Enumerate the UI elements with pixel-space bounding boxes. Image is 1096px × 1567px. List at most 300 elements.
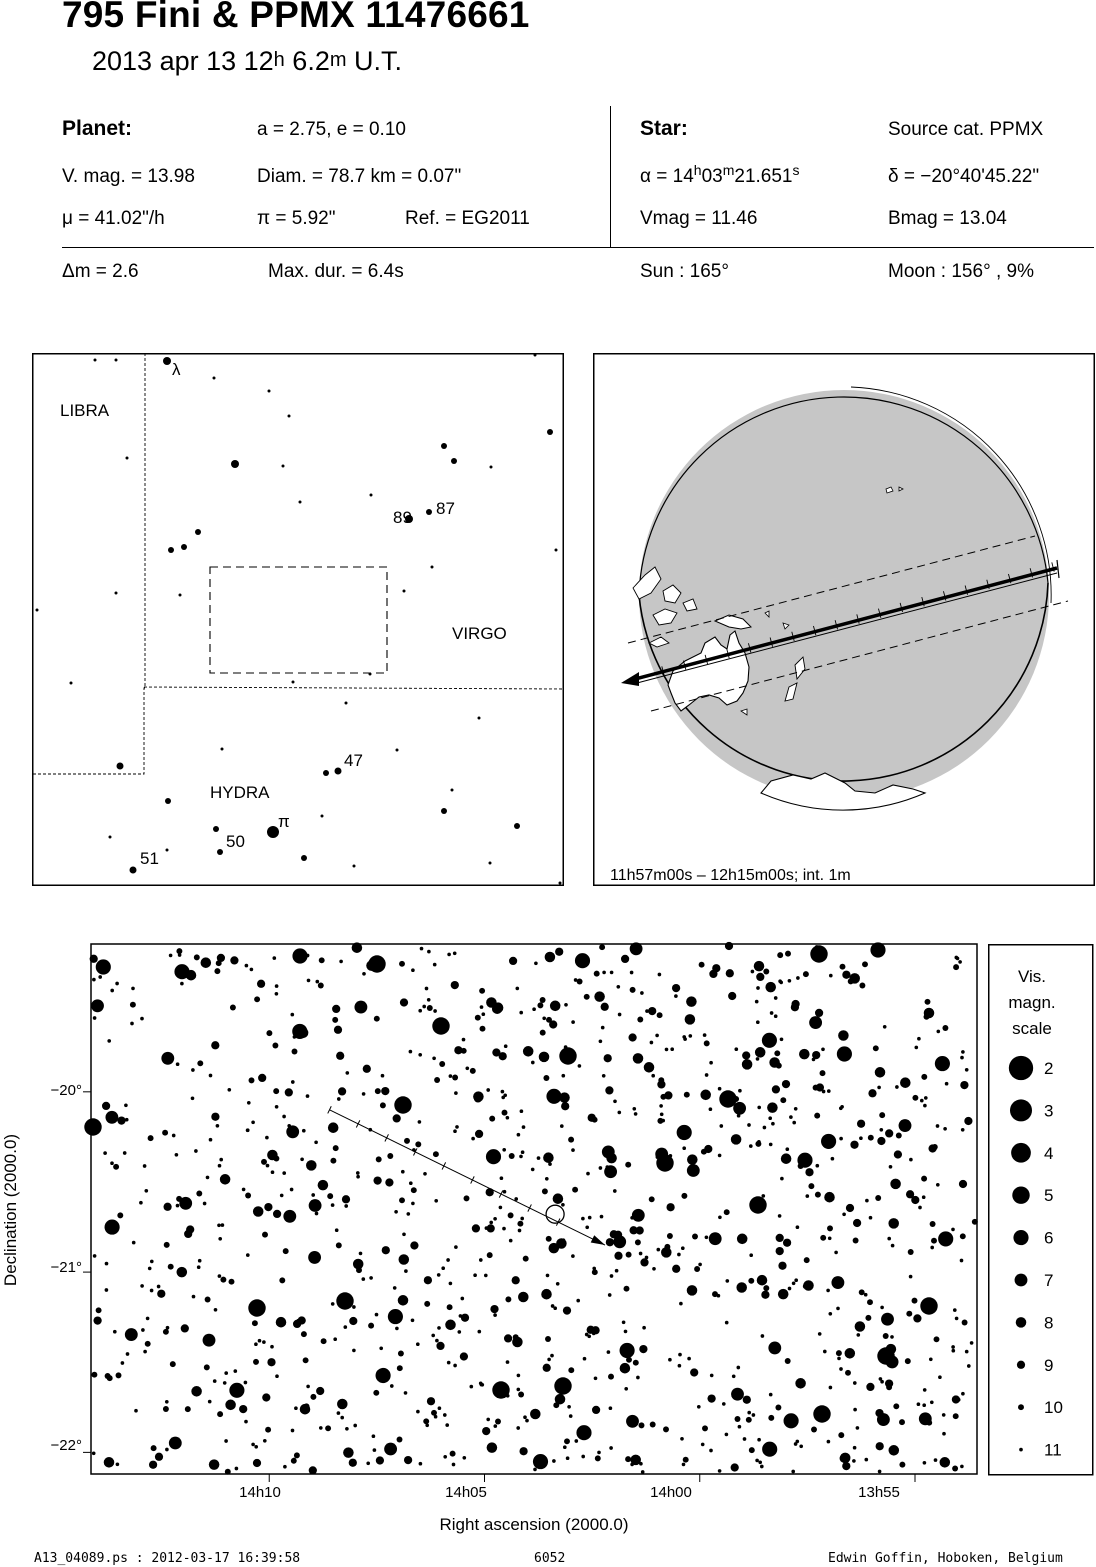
field-star bbox=[642, 1326, 646, 1330]
field-star bbox=[626, 1252, 632, 1258]
planet-mu: μ = 41.02"/h bbox=[62, 208, 165, 229]
field-star bbox=[639, 1462, 643, 1466]
field-star bbox=[198, 1259, 202, 1263]
field-star bbox=[110, 989, 114, 993]
field-star bbox=[853, 1238, 859, 1244]
field-star bbox=[879, 1128, 883, 1132]
field-star bbox=[670, 1047, 674, 1051]
field-star bbox=[840, 1453, 851, 1464]
field-star bbox=[303, 1357, 309, 1363]
field-star bbox=[737, 1234, 748, 1245]
bright-star bbox=[394, 1096, 411, 1113]
planet-heading: Planet: bbox=[62, 117, 133, 140]
field-star bbox=[275, 1374, 279, 1378]
bright-star bbox=[877, 1347, 894, 1364]
field-star bbox=[265, 1427, 271, 1433]
field-star bbox=[425, 1423, 429, 1427]
field-star bbox=[381, 1074, 385, 1078]
field-star bbox=[614, 1252, 622, 1260]
field-star bbox=[542, 1016, 546, 1020]
field-star bbox=[630, 1216, 634, 1220]
finder-star bbox=[451, 789, 454, 792]
field-star bbox=[899, 1419, 905, 1425]
field-star bbox=[576, 1299, 580, 1303]
field-star bbox=[486, 1149, 501, 1164]
field-star bbox=[385, 1178, 393, 1186]
field-star bbox=[965, 1350, 969, 1354]
field-star bbox=[337, 1097, 341, 1101]
legend-title-3: scale bbox=[1012, 1019, 1052, 1038]
field-star bbox=[134, 1409, 138, 1413]
field-star bbox=[877, 1086, 881, 1090]
field-star bbox=[951, 1345, 955, 1349]
field-star bbox=[677, 1125, 692, 1140]
field-star bbox=[261, 1159, 267, 1165]
finder-star bbox=[426, 509, 432, 515]
field-star bbox=[687, 1357, 691, 1361]
field-star bbox=[307, 979, 311, 983]
field-star bbox=[162, 1130, 168, 1136]
field-star bbox=[143, 1164, 147, 1168]
field-star bbox=[318, 983, 324, 989]
field-star bbox=[576, 1425, 591, 1440]
field-star bbox=[757, 1106, 761, 1110]
field-star bbox=[912, 1095, 918, 1101]
field-star bbox=[437, 1326, 441, 1330]
field-star bbox=[530, 1409, 541, 1420]
field-star bbox=[722, 1402, 726, 1406]
field-star bbox=[469, 1385, 473, 1389]
field-star bbox=[583, 1357, 587, 1361]
field-star bbox=[767, 1102, 778, 1113]
field-star bbox=[705, 1041, 709, 1045]
field-star bbox=[698, 1263, 702, 1267]
field-star bbox=[117, 1212, 123, 1218]
field-star bbox=[144, 1189, 148, 1193]
field-star bbox=[115, 982, 119, 986]
field-star bbox=[688, 1034, 692, 1038]
finder-star bbox=[451, 458, 457, 464]
field-star bbox=[774, 996, 778, 1000]
field-star bbox=[505, 1296, 511, 1302]
field-star bbox=[214, 1308, 218, 1312]
field-star bbox=[443, 1455, 447, 1459]
field-star bbox=[250, 968, 254, 972]
field-star bbox=[853, 1381, 857, 1385]
field-star bbox=[834, 1251, 838, 1255]
alpha-m-unit: m bbox=[722, 162, 735, 178]
field-star bbox=[290, 1013, 294, 1017]
field-star bbox=[575, 953, 590, 968]
field-star bbox=[749, 1253, 753, 1257]
field-star bbox=[747, 1411, 751, 1415]
field-star bbox=[267, 1358, 275, 1366]
field-star bbox=[349, 1317, 357, 1325]
field-star bbox=[105, 1111, 118, 1124]
field-star bbox=[418, 1053, 422, 1057]
field-star bbox=[890, 1179, 901, 1190]
finder-star bbox=[441, 443, 447, 449]
bright-star bbox=[84, 1118, 101, 1135]
field-star bbox=[325, 1425, 331, 1431]
field-star bbox=[850, 1141, 858, 1149]
field-star bbox=[789, 1115, 793, 1119]
field-star bbox=[409, 1050, 413, 1054]
field-star bbox=[311, 1193, 315, 1197]
field-star bbox=[449, 1282, 453, 1286]
alpha-minutes: 03 bbox=[701, 166, 723, 187]
field-star bbox=[639, 1422, 645, 1428]
field-star bbox=[445, 1320, 456, 1331]
field-star bbox=[893, 1403, 899, 1409]
field-star bbox=[769, 1143, 773, 1147]
finder-star bbox=[179, 594, 182, 597]
alpha-h-unit: h bbox=[693, 162, 702, 178]
field-star bbox=[561, 1203, 565, 1207]
field-star bbox=[599, 944, 605, 950]
date-minutes: 6.2 bbox=[284, 46, 330, 76]
field-star bbox=[191, 1386, 202, 1397]
field-star bbox=[617, 1111, 621, 1115]
event-maxdur: Max. dur. = 6.4s bbox=[268, 261, 404, 282]
field-star bbox=[960, 1465, 964, 1469]
field-star bbox=[710, 1374, 714, 1378]
field-star bbox=[609, 1446, 613, 1450]
field-star bbox=[564, 1003, 568, 1007]
field-star bbox=[853, 1219, 861, 1227]
field-star bbox=[262, 1393, 270, 1401]
field-star bbox=[169, 1437, 182, 1450]
field-star bbox=[712, 1291, 718, 1297]
field-star bbox=[330, 1158, 336, 1164]
field-star bbox=[571, 1254, 575, 1258]
field-star bbox=[546, 1236, 552, 1242]
field-star bbox=[785, 951, 791, 957]
legend-dot bbox=[1016, 1317, 1027, 1328]
field-star bbox=[423, 1172, 427, 1176]
field-star bbox=[686, 996, 697, 1007]
field-star bbox=[435, 1339, 439, 1343]
field-star bbox=[273, 1088, 279, 1094]
field-star bbox=[533, 1468, 537, 1472]
field-star bbox=[812, 1051, 820, 1059]
field-star bbox=[742, 1051, 750, 1059]
field-star bbox=[650, 1422, 656, 1428]
field-star bbox=[425, 987, 429, 991]
field-star bbox=[803, 971, 809, 977]
field-star bbox=[516, 1426, 520, 1430]
field-star bbox=[369, 1276, 373, 1280]
field-star bbox=[262, 1340, 266, 1344]
field-star bbox=[209, 1074, 213, 1078]
field-star bbox=[960, 1259, 964, 1263]
field-star bbox=[333, 1337, 337, 1341]
finder-chart bbox=[32, 353, 564, 886]
field-star bbox=[820, 1070, 826, 1076]
field-star bbox=[859, 983, 865, 989]
field-star bbox=[738, 1089, 742, 1093]
field-star bbox=[501, 1090, 505, 1094]
field-star bbox=[224, 1371, 228, 1375]
field-star bbox=[336, 1052, 344, 1060]
field-star bbox=[453, 951, 457, 955]
field-star bbox=[644, 1062, 655, 1073]
alpha-s-unit: s bbox=[792, 162, 800, 178]
legend-label: 3 bbox=[1044, 1101, 1054, 1121]
field-star bbox=[592, 1267, 596, 1271]
field-star bbox=[185, 1406, 191, 1412]
field-star bbox=[520, 1109, 524, 1113]
field-star bbox=[543, 1075, 549, 1081]
field-star bbox=[334, 1026, 342, 1034]
path-arrowhead bbox=[621, 672, 639, 686]
field-star bbox=[687, 1154, 698, 1165]
legend-dot bbox=[1018, 1404, 1024, 1410]
star-label-pi: π bbox=[278, 812, 290, 831]
legend-title-2: magn. bbox=[1008, 993, 1056, 1012]
finder-star bbox=[335, 768, 342, 775]
finder-star bbox=[403, 590, 406, 593]
field-star bbox=[270, 1345, 274, 1349]
field-star bbox=[564, 1438, 570, 1444]
field-star bbox=[251, 1120, 255, 1124]
finder-star bbox=[301, 855, 307, 861]
table-divider bbox=[610, 106, 611, 247]
field-star bbox=[502, 1148, 506, 1152]
field-star bbox=[839, 1137, 843, 1141]
field-star bbox=[864, 1293, 868, 1297]
field-star bbox=[718, 1154, 722, 1158]
field-star bbox=[116, 1372, 122, 1378]
field-star bbox=[840, 1105, 844, 1109]
field-star bbox=[180, 1272, 184, 1276]
field-star bbox=[163, 1203, 171, 1211]
field-star bbox=[821, 1134, 836, 1149]
field-star bbox=[180, 982, 184, 986]
field-star bbox=[818, 1332, 822, 1336]
field-star bbox=[938, 1231, 953, 1246]
field-star bbox=[91, 999, 104, 1012]
field-star bbox=[418, 1120, 422, 1124]
field-star bbox=[427, 998, 431, 1002]
field-star bbox=[792, 1121, 796, 1125]
field-star bbox=[756, 986, 760, 990]
field-star bbox=[821, 1047, 825, 1051]
field-star bbox=[502, 1110, 508, 1116]
finder-star bbox=[36, 609, 39, 612]
legend-dot bbox=[1012, 1186, 1029, 1203]
field-star bbox=[399, 961, 405, 967]
field-star bbox=[785, 1358, 791, 1364]
field-star bbox=[780, 1097, 786, 1103]
field-star bbox=[553, 1306, 557, 1310]
field-star bbox=[436, 1342, 444, 1350]
field-star bbox=[865, 1315, 871, 1321]
field-box bbox=[210, 567, 387, 673]
field-star bbox=[546, 1274, 550, 1278]
field-star bbox=[726, 969, 734, 977]
field-star bbox=[742, 1059, 753, 1070]
field-star bbox=[503, 1093, 507, 1097]
field-star bbox=[404, 1138, 410, 1144]
field-star bbox=[672, 984, 680, 992]
field-star bbox=[523, 1256, 529, 1262]
x-tick-label-1400: 14h00 bbox=[650, 1484, 692, 1501]
finder-star bbox=[431, 566, 434, 569]
field-star bbox=[480, 1026, 486, 1032]
field-star bbox=[387, 1153, 393, 1159]
field-star bbox=[553, 1193, 564, 1204]
field-star bbox=[208, 1400, 212, 1404]
field-star bbox=[415, 1141, 421, 1147]
finder-star bbox=[292, 681, 295, 684]
field-star bbox=[441, 1266, 445, 1270]
legend-dot bbox=[1017, 1361, 1025, 1369]
field-star bbox=[333, 1145, 339, 1151]
y-tick-label-22: −22° bbox=[50, 1437, 82, 1454]
field-star bbox=[707, 1394, 715, 1402]
field-star bbox=[953, 1308, 957, 1312]
field-star bbox=[373, 1176, 381, 1184]
field-star bbox=[961, 1128, 965, 1132]
field-star bbox=[272, 956, 276, 960]
field-star bbox=[218, 1164, 222, 1168]
field-star bbox=[450, 1451, 456, 1457]
field-star bbox=[718, 1087, 722, 1091]
field-star bbox=[940, 1457, 951, 1468]
field-star bbox=[605, 1165, 609, 1169]
field-star bbox=[431, 1410, 437, 1416]
field-star bbox=[266, 1030, 272, 1036]
field-star bbox=[287, 1124, 291, 1128]
finder-star bbox=[163, 357, 171, 365]
field-star bbox=[105, 1373, 111, 1379]
field-star bbox=[749, 1447, 755, 1453]
finder-star bbox=[126, 457, 129, 460]
field-star bbox=[349, 1459, 357, 1467]
field-star bbox=[601, 1026, 605, 1030]
field-star bbox=[98, 975, 102, 979]
field-star bbox=[961, 1392, 965, 1396]
field-star bbox=[332, 1005, 340, 1013]
field-star bbox=[878, 1470, 882, 1474]
field-star bbox=[621, 955, 629, 963]
field-star bbox=[107, 1039, 111, 1043]
field-star bbox=[338, 1087, 346, 1095]
field-star bbox=[191, 1096, 195, 1100]
field-star bbox=[815, 1164, 819, 1168]
field-star bbox=[908, 1249, 914, 1255]
field-star bbox=[701, 1149, 707, 1155]
field-star bbox=[321, 1338, 327, 1344]
field-star bbox=[309, 1199, 322, 1212]
finder-star bbox=[115, 592, 118, 595]
field-star bbox=[362, 1092, 366, 1096]
table-rule bbox=[62, 247, 1094, 248]
field-star bbox=[569, 1414, 573, 1418]
field-star bbox=[464, 1195, 470, 1201]
field-star bbox=[151, 1445, 157, 1451]
field-star bbox=[224, 1439, 228, 1443]
field-star bbox=[514, 1197, 518, 1201]
field-star bbox=[743, 1437, 747, 1441]
field-star bbox=[246, 1253, 250, 1257]
field-star bbox=[184, 1230, 192, 1238]
field-star bbox=[433, 1009, 437, 1013]
field-star bbox=[592, 1269, 598, 1275]
field-star bbox=[796, 1225, 800, 1229]
field-star bbox=[756, 1057, 760, 1061]
field-star bbox=[761, 1194, 765, 1198]
field-star bbox=[517, 1133, 521, 1137]
field-star bbox=[776, 1247, 784, 1255]
field-star bbox=[827, 1440, 831, 1444]
finder-star bbox=[109, 836, 112, 839]
field-star bbox=[738, 1425, 742, 1429]
field-star bbox=[666, 1203, 674, 1211]
field-star bbox=[457, 1330, 461, 1334]
field-star bbox=[361, 1277, 365, 1281]
field-star bbox=[827, 1225, 833, 1231]
field-star bbox=[433, 963, 437, 967]
field-star bbox=[381, 1087, 389, 1095]
y-tick-label-20: −20° bbox=[50, 1082, 82, 1099]
field-star bbox=[791, 1003, 799, 1011]
field-star bbox=[736, 1282, 747, 1293]
field-star bbox=[474, 1094, 482, 1102]
finder-star bbox=[231, 460, 239, 468]
field-star bbox=[452, 1463, 456, 1467]
field-star bbox=[479, 988, 485, 994]
field-star bbox=[402, 1232, 406, 1236]
field-star bbox=[945, 1082, 949, 1086]
field-star bbox=[781, 1153, 792, 1164]
field-star bbox=[503, 1190, 507, 1194]
field-star bbox=[864, 1458, 868, 1462]
field-star bbox=[96, 1307, 102, 1313]
field-star bbox=[859, 1289, 865, 1295]
field-star bbox=[279, 1277, 285, 1283]
field-star bbox=[186, 970, 197, 981]
field-star bbox=[275, 992, 279, 996]
x-axis-label: Right ascension (2000.0) bbox=[439, 1515, 629, 1534]
field-star bbox=[521, 1150, 525, 1154]
legend-label: 10 bbox=[1044, 1398, 1063, 1418]
field-star bbox=[409, 1181, 413, 1185]
field-star bbox=[192, 1295, 196, 1299]
field-star bbox=[909, 1275, 913, 1279]
bright-star bbox=[870, 942, 885, 957]
field-star bbox=[560, 1124, 564, 1128]
field-star bbox=[936, 1183, 940, 1187]
field-star bbox=[599, 1166, 603, 1170]
field-star bbox=[239, 1405, 247, 1413]
field-star bbox=[253, 1359, 259, 1365]
field-star bbox=[828, 1312, 832, 1316]
legend-label: 6 bbox=[1044, 1228, 1054, 1248]
field-star bbox=[123, 1151, 127, 1155]
field-star bbox=[571, 1020, 575, 1024]
field-star bbox=[757, 1140, 761, 1144]
date-hour-unit: h bbox=[273, 49, 285, 71]
field-star bbox=[768, 1415, 774, 1421]
field-star bbox=[244, 1381, 248, 1385]
field-star bbox=[318, 1180, 329, 1191]
field-star bbox=[411, 1202, 415, 1206]
legend-label: 7 bbox=[1044, 1271, 1054, 1290]
field-star bbox=[306, 1094, 310, 1098]
field-star bbox=[344, 1204, 348, 1208]
